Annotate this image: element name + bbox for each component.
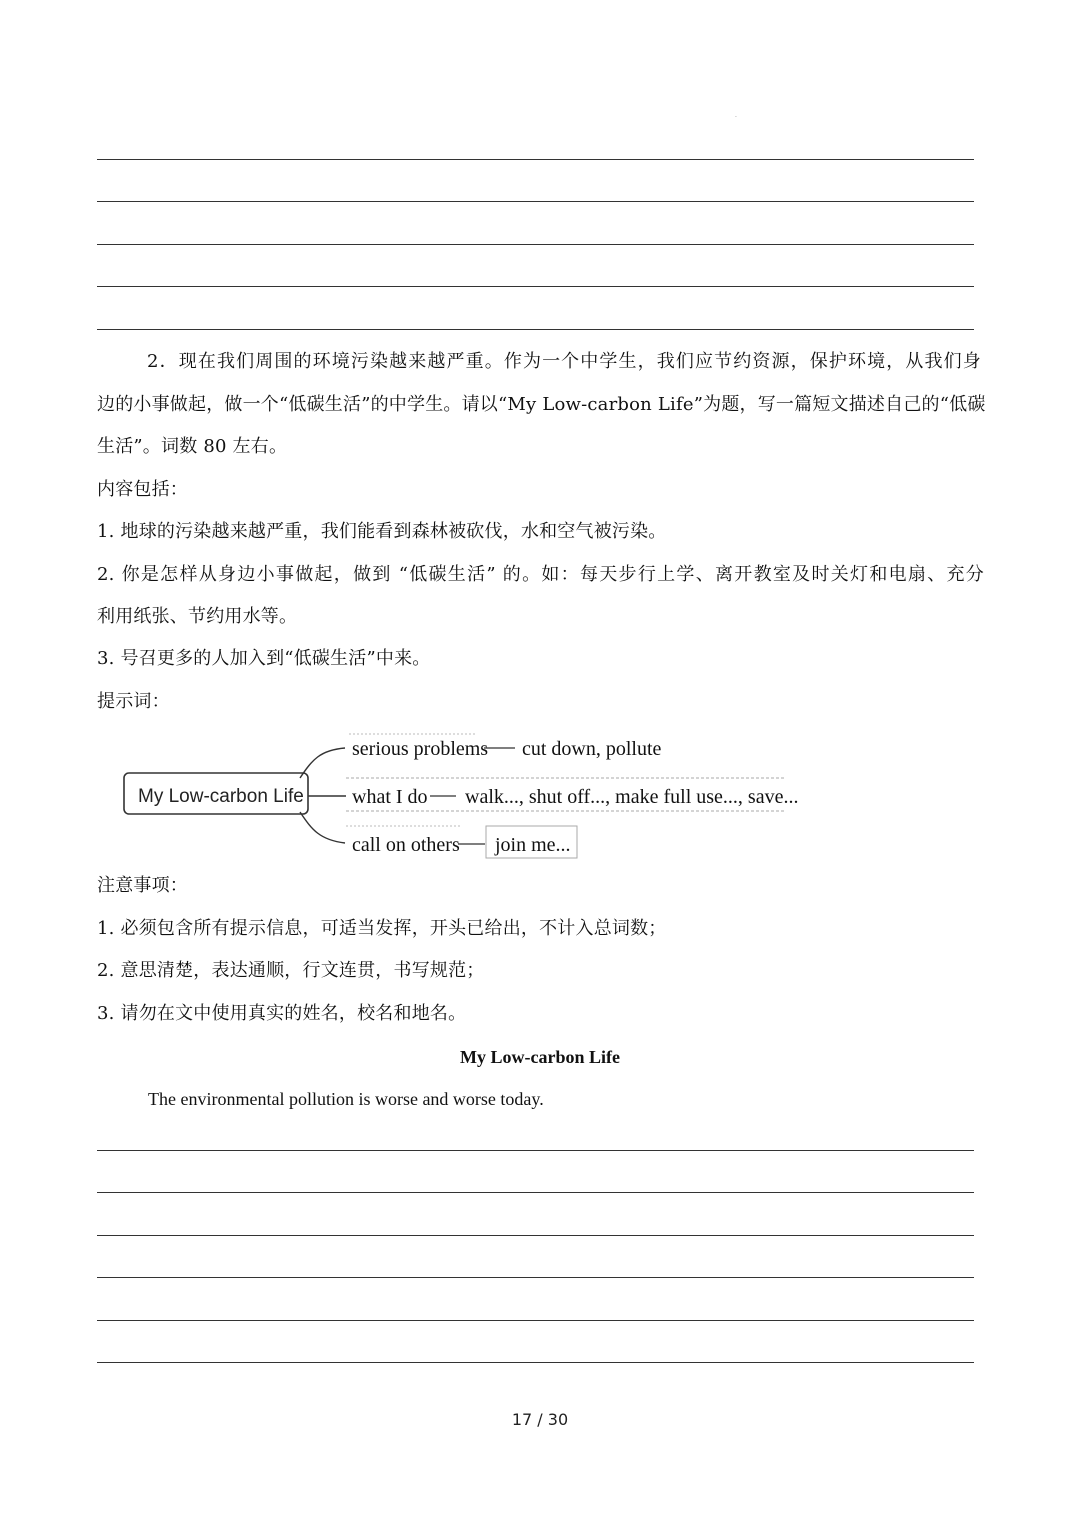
- answer-line: [97, 1150, 974, 1151]
- task-paragraph-line-1: 2．现在我们周围的环境污染越来越严重。作为一个中学生，我们应节约资源，保护环境，从我们身: [147, 351, 981, 372]
- task-paragraph-line-3: 生活”。词数 80 左右。: [97, 436, 288, 457]
- answer-line: [97, 1320, 974, 1321]
- branch-detail-walk: walk..., shut off..., make full use..., save...: [465, 786, 799, 808]
- answer-line: [97, 329, 974, 330]
- branch-label-what-i-do: what I do: [352, 786, 428, 808]
- answer-line: [97, 286, 974, 287]
- content-heading: 内容包括：: [97, 479, 188, 500]
- essay-opening-sentence: The environmental pollution is worse and worse today.: [148, 1089, 544, 1109]
- page-number: 17 / 30: [511, 1410, 569, 1429]
- branch-detail-join-me: join me...: [495, 834, 571, 856]
- note-item-1: 1. 必须包含所有提示信息，可适当发挥，开头已给出，不计入总词数；: [97, 918, 667, 939]
- connector-top: [300, 748, 345, 778]
- answer-line: [97, 1277, 974, 1278]
- connector-bottom: [300, 812, 345, 843]
- scan-mark: .: [735, 112, 737, 119]
- content-item-2: 2. 你是怎样从身边小事做起，做到 “低碳生活” 的。如：每天步行上学、离开教室及时关灯和电扇、充分: [97, 564, 984, 585]
- task-paragraph-line-2: 边的小事做起，做一个“低碳生活”的中学生。请以“My Low-carbon Life”为题，写一篇短文描述自己的“低碳: [97, 394, 986, 415]
- hint-heading: 提示词：: [97, 691, 170, 712]
- answer-line: [97, 1362, 974, 1363]
- branch-label-serious-problems: serious problems: [352, 738, 489, 760]
- notes-heading: 注意事项：: [97, 875, 188, 896]
- essay-title: My Low-carbon Life: [460, 1047, 620, 1067]
- content-item-3: 3. 号召更多的人加入到“低碳生活”中来。: [97, 648, 431, 669]
- answer-line: [97, 159, 974, 160]
- answer-line: [97, 1192, 974, 1193]
- note-item-3: 3. 请勿在文中使用真实的姓名，校名和地名。: [97, 1003, 467, 1024]
- mind-map-root-label: My Low-carbon Life: [138, 786, 304, 807]
- content-item-1: 1. 地球的污染越来越严重，我们能看到森林被砍伐，水和空气被污染。: [97, 521, 667, 542]
- mind-map: [0, 720, 1080, 870]
- answer-line: [97, 1235, 974, 1236]
- branch-label-call-on-others: call on others: [352, 834, 460, 856]
- answer-line: [97, 201, 974, 202]
- content-item-2-continued: 利用纸张、节约用水等。: [97, 606, 298, 627]
- answer-line: [97, 244, 974, 245]
- branch-detail-cut-down: cut down, pollute: [522, 738, 662, 760]
- note-item-2: 2. 意思清楚，表达通顺，行文连贯，书写规范；: [97, 960, 485, 981]
